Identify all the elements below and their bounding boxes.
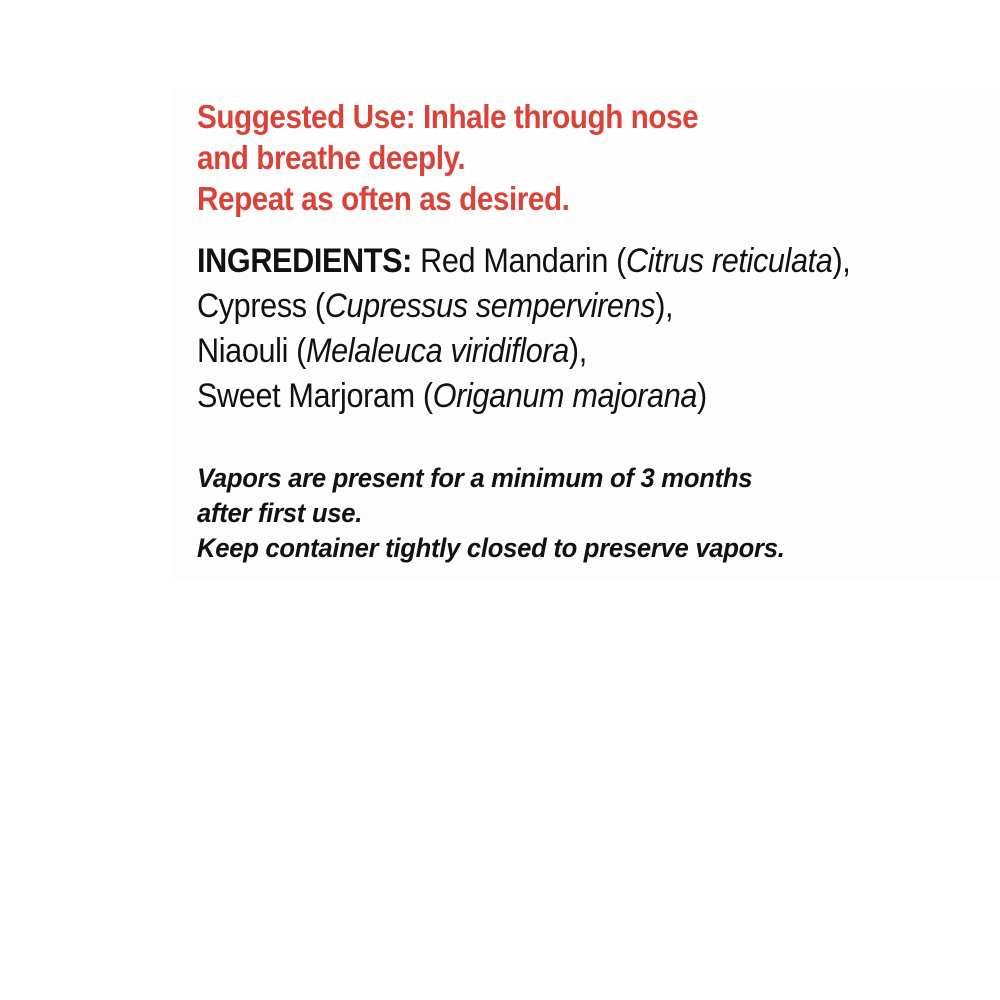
ingredients-heading: INGREDIENTS: [197, 242, 413, 280]
suggested-use-line: and breathe deeply. [197, 139, 466, 176]
ingredient-latin-name: Origanum majorana [432, 377, 698, 415]
ingredient-suffix: ), [832, 242, 851, 280]
vapors-note-line: after first use. [197, 498, 363, 528]
ingredient-common-name: Niaouli [197, 332, 289, 370]
ingredients-list [197, 239, 908, 419]
ingredient-suffix: ), [568, 332, 587, 370]
ingredient-latin-name: Cupressus sempervirens [324, 287, 656, 325]
suggested-use-line: Suggested Use: Inhale through nose [197, 98, 699, 135]
ingredient-item: Sweet Marjoram (Origanum majorana) [197, 377, 707, 415]
suggested-use [197, 96, 908, 219]
vapors-note-line: Keep container tightly closed to preserve vapors. [197, 533, 785, 563]
ingredient-common-name: Cypress [197, 287, 307, 325]
ingredient-suffix: ) [697, 377, 707, 415]
ingredient-common-name: Red Mandarin [420, 242, 609, 280]
ingredient-latin-name: Melaleuca viridiflora [306, 332, 569, 370]
ingredient-common-name: Sweet Marjoram [197, 377, 415, 415]
suggested-use-line: Repeat as often as desired. [197, 180, 570, 217]
ingredient-item: Niaouli (Melaleuca viridiflora), [197, 332, 587, 370]
label-text [197, 96, 987, 566]
ingredient-suffix: ), [655, 287, 674, 325]
ingredient-latin-name: Citrus reticulata [626, 242, 833, 280]
ingredient-item: Cypress (Cupressus sempervirens), [197, 287, 674, 325]
vapors-note [197, 461, 948, 566]
ingredient-item: INGREDIENTS: Red Mandarin (Citrus reticulata), [197, 242, 851, 280]
vapors-note-line: Vapors are present for a minimum of 3 months [197, 463, 753, 493]
